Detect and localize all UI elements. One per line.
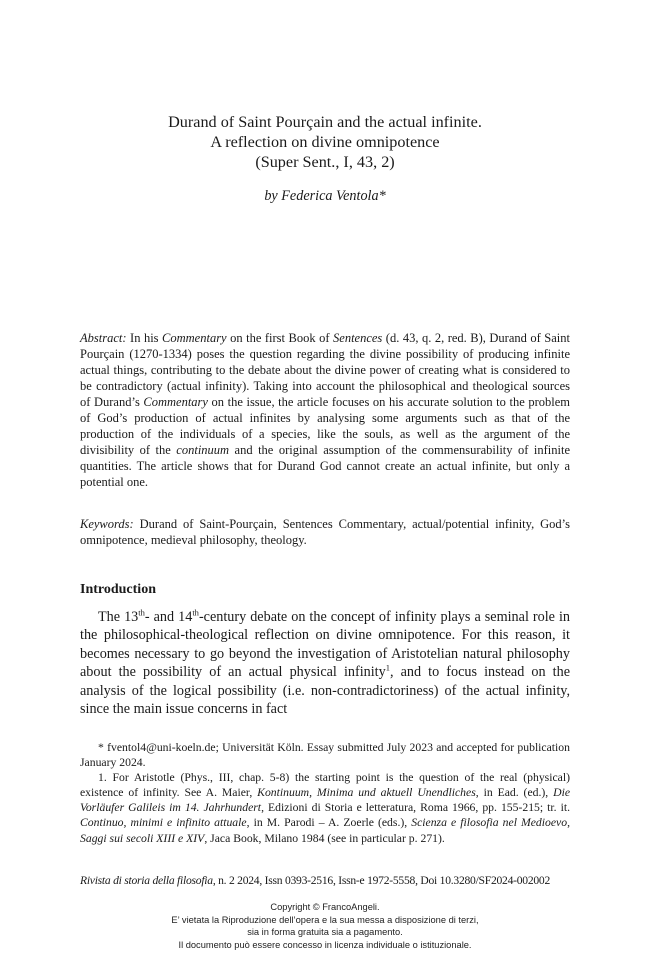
- keywords: [80, 516, 570, 548]
- intro-text: - and 14: [144, 609, 193, 625]
- abstract-text: In his: [126, 331, 163, 345]
- journal-details: , n. 2 2024, Issn 0393-2516, Issn-e 1972-5558, Doi 10.3280/SF2024-002002: [212, 874, 551, 887]
- footnote-text: , in Ead. (ed.),: [475, 786, 554, 800]
- journal-citation: [80, 874, 580, 887]
- copyright-line-4: Il documento può essere concesso in licenza individuale o istituzionale.: [178, 939, 472, 950]
- copyright-line-3: sia in forma gratuita sia a pagamento.: [247, 927, 403, 938]
- section-heading-introduction: Introduction: [80, 582, 156, 597]
- superscript: th: [138, 607, 145, 618]
- intro-text: , and to focus instead on the analysis of the logical possibility (i.e. non-contradictoriness) of the actual infinity, since the main issue concerns in fact: [80, 664, 570, 718]
- footnote-italic: Kontinuum, Minima und aktuell Unendliches: [257, 786, 476, 800]
- abstract-italic: continuum: [176, 443, 230, 457]
- superscript: th: [192, 607, 199, 618]
- abstract: [80, 330, 570, 490]
- footnote-italic: Saggi sui secoli XIII e XIV: [80, 831, 205, 845]
- footnotes: [80, 740, 570, 846]
- footnote-text: , Edizioni di Storia e letteratura, Roma 1966, pp. 155-215; tr. it.: [261, 801, 570, 815]
- copyright-line-2: E’ vietata la Riproduzione dell’opera e la sua messa a disposizione di terzi,: [171, 914, 479, 925]
- keywords-label: Keywords:: [80, 517, 134, 531]
- copyright-line-1: Copyright © FrancoAngeli.: [270, 902, 380, 912]
- copyright-notice: [0, 901, 650, 951]
- abstract-text: and the original assumption of the commensurability of infinite quantities. The article shows that for Durand God cannot create an actual infinite, but only a potential one.: [80, 443, 570, 489]
- abstract-label: Abstract:: [80, 331, 127, 345]
- keywords-text: Durand of Saint-Pourçain, Sentences Commentary, actual/potential infinity, God’s omnipotence, medieval philosophy, theology.: [80, 517, 570, 547]
- intro-text: -century debate on the concept of infinity plays a seminal role in the philosophical-theological reflection on divine omnipotence. For this reason, it becomes necessary to go beyond the investigation of Aristotelian natural philosophy about the possibility of an actual physical infinity: [80, 609, 571, 681]
- introduction-body: [80, 608, 570, 718]
- footnote-italic: Continuo, minimi e infinito attuale: [80, 816, 247, 830]
- title-line-3: (Super Sent., I, 43, 2): [255, 153, 395, 171]
- introduction-paragraph: [80, 608, 570, 718]
- title-line-2: A reflection on divine omnipotence: [210, 133, 440, 151]
- author-byline: by Federica Ventola*: [264, 188, 386, 204]
- footnote-star: * fventol4@uni-koeln.de; Universität Köln. Essay submitted July 2023 and accepted for publication January 2024.: [80, 741, 570, 770]
- footnote-text: 1. For Aristotle (Phys., III, chap. 5-8) the starting point is the question of the real (physical) existence of infinity. See A. Maier,: [80, 771, 570, 800]
- abstract-italic: Commentary: [143, 395, 208, 409]
- footnote-1: [80, 770, 570, 845]
- abstract-text: on the issue, the article focuses on his accurate solution to the problem of God’s production of actual infinites by analysing some arguments such as that of the production of the individuals of a species, like the souls, as well as the argument of the divisibility of the: [80, 395, 570, 457]
- footnote-text: , in M. Parodi – A. Zoerle (eds.),: [246, 816, 412, 830]
- footnote-italic: Die Vorläufer Galileis im 14. Jahrhundert: [80, 786, 570, 815]
- title-line-1: Durand of Saint Pourçain and the actual infinite.: [168, 113, 482, 131]
- article-title: [80, 112, 570, 172]
- journal-name: Rivista di storia della filosofia: [80, 874, 213, 887]
- footnote-ref-1[interactable]: 1: [385, 662, 390, 673]
- footnote-text: , Jaca Book, Milano 1984 (see in particular p. 271).: [204, 831, 445, 845]
- abstract-italic: Sentences: [333, 331, 383, 345]
- footnote-text: ,: [567, 816, 571, 830]
- abstract-text: on the first Book of: [226, 331, 334, 345]
- intro-text: The 13: [98, 609, 139, 625]
- abstract-text: (d. 43, q. 2, red. B), Durand of Saint Pourçain (1270-1334) poses the question regarding the divine possibility of producing infinite actual things, contributing to the debate about the divine power of creating what is considered to be contradictory (actual infinity). Taking into account the philosophical and theological sources of Durand’s: [80, 331, 570, 409]
- abstract-italic: Commentary: [162, 331, 227, 345]
- footnote-italic: Scienza e filosofia nel Medioevo: [411, 816, 568, 830]
